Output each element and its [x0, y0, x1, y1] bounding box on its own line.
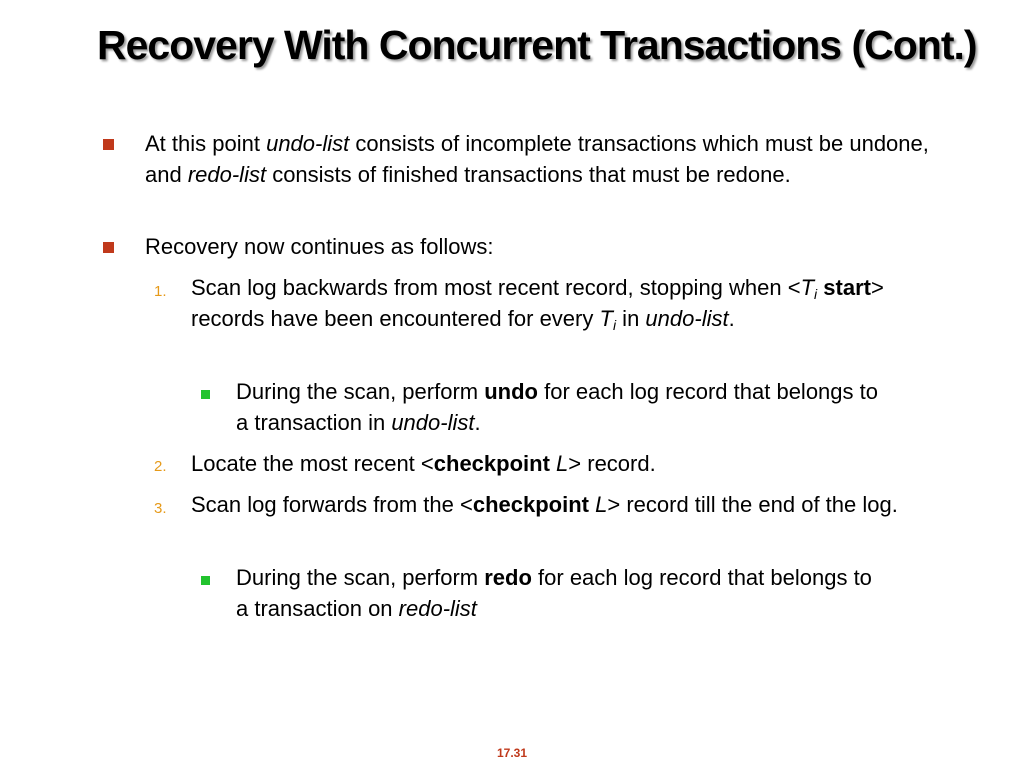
subscript-i: i — [612, 317, 617, 333]
sub-bullet-redo-scan — [236, 562, 886, 624]
square-bullet-icon — [103, 242, 114, 253]
step-locate-checkpoint — [191, 448, 951, 479]
text: Scan log forwards from the < — [191, 492, 473, 517]
text: During the scan, perform — [236, 379, 485, 404]
subscript-i: i — [814, 286, 818, 302]
text: consists of finished transactions that must be redone. — [266, 162, 791, 187]
square-bullet-icon — [103, 139, 114, 150]
keyword-checkpoint: checkpoint — [472, 492, 589, 517]
term-undo-list: undo-list — [645, 306, 729, 331]
slide-title: Recovery With Concurrent Transactions (Cont.) — [97, 22, 977, 68]
text: > record till the end of the log. — [607, 492, 898, 517]
text: During the scan, perform — [236, 565, 485, 590]
step-scan-backwards — [191, 272, 921, 334]
keyword-checkpoint: checkpoint — [433, 451, 550, 476]
page-number: 17.31 — [496, 746, 528, 760]
text: Recovery now continues as follows: — [145, 234, 494, 259]
square-bullet-icon — [201, 390, 210, 399]
var-t: T — [800, 275, 815, 300]
text: At this point — [145, 131, 267, 156]
step-number: 1. — [154, 283, 167, 300]
text: for each log record that belongs to a transaction in — [236, 379, 878, 435]
text: . — [728, 306, 735, 331]
text: in — [616, 306, 646, 331]
keyword-undo: undo — [484, 379, 538, 404]
bullet-undo-redo-lists — [145, 128, 945, 190]
text: Locate the most recent < — [191, 451, 434, 476]
var-t: T — [599, 306, 613, 331]
term-redo-list: redo-list — [398, 596, 477, 621]
term-undo-list: undo-list — [391, 410, 475, 435]
text: . — [474, 410, 481, 435]
var-l: L — [595, 492, 608, 517]
text: for each log record that belongs to a transaction on — [236, 565, 872, 621]
square-bullet-icon — [201, 576, 210, 585]
term-undo-list: undo-list — [266, 131, 350, 156]
bullet-recovery-continues — [145, 231, 945, 262]
text: > record. — [568, 451, 656, 476]
step-number: 2. — [154, 458, 167, 475]
keyword-redo: redo — [484, 565, 532, 590]
keyword-start: start — [823, 275, 871, 300]
text: consists of incomplete transactions which must be undone, and — [145, 131, 929, 187]
var-l: L — [556, 451, 569, 476]
text: Scan log backwards from most recent record, stopping when < — [191, 275, 801, 300]
sub-bullet-undo-scan — [236, 376, 886, 438]
step-scan-forwards — [191, 489, 951, 520]
term-redo-list: redo-list — [187, 162, 267, 187]
step-number: 3. — [154, 500, 167, 517]
text: > records have been encountered for every — [191, 275, 884, 331]
